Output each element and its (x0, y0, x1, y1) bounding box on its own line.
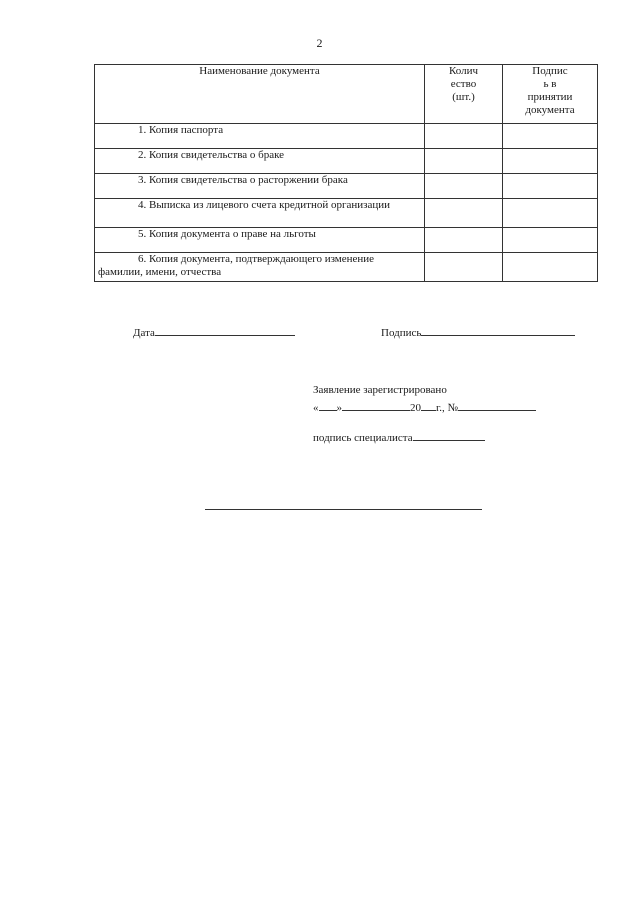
header-quantity: Колич ество (шт.) (425, 65, 503, 124)
row-signature-cell[interactable] (503, 199, 598, 228)
date-field (133, 324, 295, 340)
registration-date-number (313, 399, 536, 415)
table-row (95, 174, 598, 199)
month-input-line[interactable] (342, 399, 410, 411)
row-quantity-cell[interactable] (425, 199, 503, 228)
table-header-row (95, 65, 598, 124)
specialist-signature-field (313, 429, 485, 445)
row-document-name: 1. Копия паспорта (95, 124, 425, 149)
signature-input-line[interactable] (421, 324, 575, 336)
table-row (95, 253, 598, 282)
row-quantity-cell[interactable] (425, 149, 503, 174)
row-signature-cell[interactable] (503, 228, 598, 253)
row-signature-cell[interactable] (503, 149, 598, 174)
date-input-line[interactable] (155, 324, 295, 336)
row-document-name: 2. Копия свидетельства о браке (95, 149, 425, 174)
specialist-label: подпись специалиста (313, 432, 413, 444)
signature-field (381, 324, 575, 340)
row-signature-cell[interactable] (503, 174, 598, 199)
row-signature-cell[interactable] (503, 124, 598, 149)
row-quantity-cell[interactable] (425, 228, 503, 253)
table-row (95, 228, 598, 253)
documents-table (94, 64, 598, 282)
year-input-line[interactable] (421, 399, 436, 411)
row-document-name: 5. Копия документа о праве на льготы (95, 228, 425, 253)
quote-open: « (313, 402, 319, 414)
number-input-line[interactable] (458, 399, 536, 411)
table-row (95, 124, 598, 149)
year-prefix: 20 (410, 402, 421, 414)
header-document-name: Наименование документа (95, 65, 425, 124)
registration-title: Заявление зарегистрировано (313, 384, 447, 396)
row-quantity-cell[interactable] (425, 124, 503, 149)
day-input-line[interactable] (319, 399, 337, 411)
header-signature: Подпис ь в принятии документа (503, 65, 598, 124)
signature-label: Подпись (381, 327, 422, 339)
specialist-input-line[interactable] (413, 429, 485, 441)
row-document-name: 6. Копия документа, подтверждающего изменение фамилии, имени, отчества (95, 253, 425, 282)
row-quantity-cell[interactable] (425, 174, 503, 199)
table-row (95, 199, 598, 228)
row-document-name: 4. Выписка из лицевого счета кредитной организации (95, 199, 425, 228)
row-signature-cell[interactable] (503, 253, 598, 282)
table-row (95, 149, 598, 174)
year-suffix: г., № (436, 402, 459, 414)
quote-close: » (336, 402, 342, 414)
row-document-name: 3. Копия свидетельства о расторжении брака (95, 174, 425, 199)
row-quantity-cell[interactable] (425, 253, 503, 282)
date-label: Дата (133, 327, 155, 339)
page-number: 2 (316, 36, 323, 50)
footer-divider (205, 509, 482, 510)
